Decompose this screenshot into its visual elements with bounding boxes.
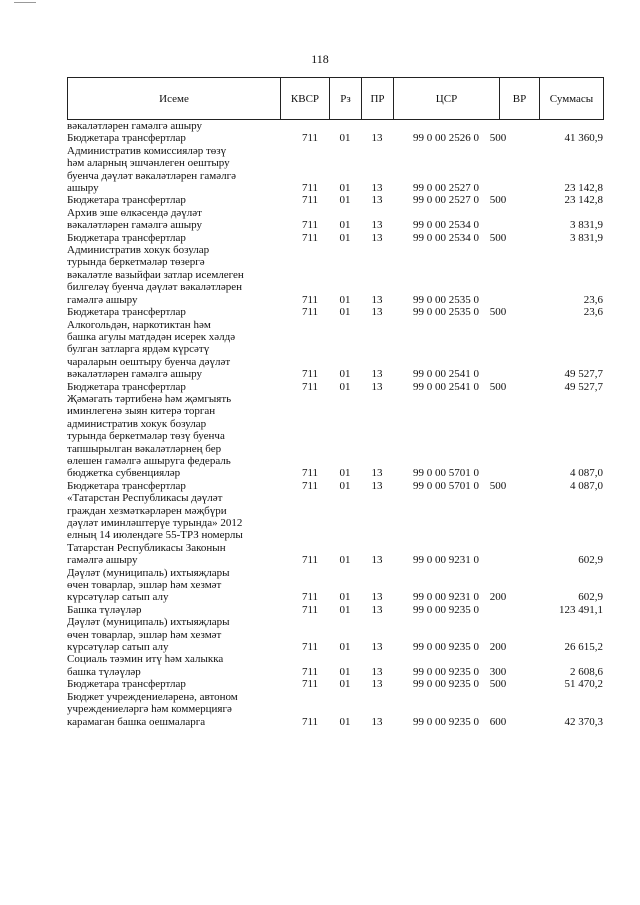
row-name-line: турында беркетмәләр төзү буенча <box>67 430 225 443</box>
row-name-line: күрсәтүләр сатып алу <box>67 641 169 654</box>
header-csr: ЦСР <box>393 78 499 119</box>
row-values <box>67 666 604 678</box>
cell-csr: 99 0 00 9235 0 <box>413 603 479 616</box>
row-name-line: Бюджетара трансфертлар <box>67 194 186 207</box>
table-row <box>67 678 604 690</box>
cell-pr: 13 <box>371 678 383 691</box>
cell-csr: 99 0 00 9235 0 <box>413 641 479 654</box>
cell-rz: 01 <box>339 467 351 480</box>
table-header <box>67 77 604 120</box>
cell-vr: 500 <box>489 306 507 319</box>
row-name-line: Бюджетара трансфертлар <box>67 380 186 393</box>
cell-pr: 13 <box>371 715 383 728</box>
row-values <box>67 194 604 206</box>
table-row <box>67 616 604 653</box>
row-name-line: вәкаләтләрен гамәлгә ашыру <box>67 368 202 381</box>
cell-pr: 13 <box>371 293 383 306</box>
scan-corner-mark <box>14 2 36 5</box>
cell-csr: 99 0 00 5701 0 <box>413 479 479 492</box>
row-name-line: карамаган башка оешмаларга <box>67 715 206 728</box>
cell-kvsr: 711 <box>301 132 319 145</box>
row-values <box>67 232 604 244</box>
cell-csr: 99 0 00 2527 0 <box>413 194 479 207</box>
cell-pr: 13 <box>371 380 383 393</box>
cell-rz: 01 <box>339 678 351 691</box>
cell-csr: 99 0 00 2535 0 <box>413 293 479 306</box>
table-row <box>67 120 604 132</box>
cell-csr: 99 0 00 9231 0 <box>413 591 479 604</box>
cell-vr: 500 <box>489 479 507 492</box>
cell-pr: 13 <box>371 231 383 244</box>
page-number: 118 <box>311 52 329 66</box>
row-name-line: иминлегенә зыян китерә торган <box>67 405 216 418</box>
cell-vr: 300 <box>489 665 507 678</box>
row-name-line: учреждениеләргә һәм коммерциягә <box>67 703 232 716</box>
cell-sum: 2 608,6 <box>570 665 603 678</box>
cell-rz: 01 <box>339 479 351 492</box>
row-name-line: Алкогольдән, наркотиктан һәм <box>67 318 211 331</box>
row-name-line: Бюджетара трансфертлар <box>67 678 186 691</box>
cell-pr: 13 <box>371 182 383 195</box>
row-name-line: өчен товарлар, эшләр һәм хезмәт <box>67 579 222 592</box>
row-name-line: ашыру <box>67 182 99 195</box>
table-row <box>67 132 604 144</box>
cell-rz: 01 <box>339 132 351 145</box>
table-row <box>67 492 604 566</box>
cell-sum: 602,9 <box>578 554 603 567</box>
row-name-line: гамәлгә ашыру <box>67 293 138 306</box>
cell-sum: 3 831,9 <box>570 219 603 232</box>
cell-rz: 01 <box>339 194 351 207</box>
row-values <box>67 368 604 380</box>
row-values <box>67 678 604 690</box>
row-name-line: Бюджетара трансфертлар <box>67 306 186 319</box>
row-values <box>67 381 604 393</box>
cell-sum: 23 142,8 <box>564 194 603 207</box>
cell-kvsr: 711 <box>301 641 319 654</box>
cell-csr: 99 0 00 2534 0 <box>413 231 479 244</box>
cell-sum: 51 470,2 <box>564 678 603 691</box>
row-values <box>67 294 604 306</box>
cell-kvsr: 711 <box>301 380 319 393</box>
cell-vr: 500 <box>489 194 507 207</box>
cell-rz: 01 <box>339 641 351 654</box>
row-values <box>67 604 604 616</box>
cell-csr: 99 0 00 2527 0 <box>413 182 479 195</box>
row-name-line: вәкаләтле вазыйфаи затлар исемлеген <box>67 268 244 281</box>
cell-pr: 13 <box>371 467 383 480</box>
cell-sum: 4 087,0 <box>570 479 603 492</box>
cell-kvsr: 711 <box>301 591 319 604</box>
cell-rz: 01 <box>339 293 351 306</box>
cell-csr: 99 0 00 9235 0 <box>413 678 479 691</box>
cell-sum: 602,9 <box>578 591 603 604</box>
row-name-line: елның 14 июлендәге 55-ТРЗ номерлы <box>67 529 243 542</box>
budget-table <box>67 77 604 728</box>
row-values <box>67 467 604 479</box>
cell-csr: 99 0 00 2535 0 <box>413 306 479 319</box>
cell-kvsr: 711 <box>301 603 319 616</box>
cell-rz: 01 <box>339 306 351 319</box>
table-row <box>67 306 604 318</box>
row-name-line: Административ комиссияләр төзү <box>67 144 227 157</box>
header-kvsr: КВСР <box>280 78 329 119</box>
cell-rz: 01 <box>339 231 351 244</box>
cell-vr: 500 <box>489 132 507 145</box>
row-name-line: булган затларга ярдәм күрсәтү <box>67 343 210 356</box>
cell-kvsr: 711 <box>301 293 319 306</box>
row-values <box>67 641 604 653</box>
cell-vr: 200 <box>489 591 507 604</box>
table-row <box>67 232 604 244</box>
row-name-line: Бюджетара трансфертлар <box>67 479 186 492</box>
cell-pr: 13 <box>371 554 383 567</box>
cell-kvsr: 711 <box>301 194 319 207</box>
row-name-line: дәүләт иминләштерүе турында» 2012 <box>67 517 243 529</box>
table-row <box>67 604 604 616</box>
cell-sum: 23,6 <box>583 306 603 319</box>
table-row <box>67 567 604 604</box>
row-name-line: күрсәтүләр сатып алу <box>67 591 169 604</box>
row-name-line: «Татарстан Республикасы дәүләт <box>67 492 223 505</box>
cell-sum: 123 491,1 <box>559 603 603 616</box>
cell-pr: 13 <box>371 132 383 145</box>
header-name: Исеме <box>159 92 189 105</box>
row-name-line: башка агулы матдәдән исерек хәлдә <box>67 330 236 343</box>
cell-kvsr: 711 <box>301 715 319 728</box>
row-name-line: Татарстан Республикасы Законын <box>67 541 226 554</box>
table-row <box>67 381 604 393</box>
cell-pr: 13 <box>371 603 383 616</box>
row-name-line: административ хокук бозулар <box>67 417 207 430</box>
row-name-line: Социаль тәэмин итү һәм халыкка <box>67 653 224 666</box>
table-row <box>67 244 604 306</box>
cell-kvsr: 711 <box>301 554 319 567</box>
cell-sum: 4 087,0 <box>570 467 603 480</box>
row-name-line: буенча дәүләт вәкаләтләрен гамәлгә <box>67 169 237 182</box>
row-name-line: Бюджетара трансфертлар <box>67 132 186 145</box>
table-row <box>67 194 604 206</box>
row-name-line: вәкаләтләрен гамәлгә ашыру <box>67 219 202 232</box>
cell-pr: 13 <box>371 194 383 207</box>
row-values <box>67 591 604 603</box>
header-vr: ВР <box>499 78 539 119</box>
cell-kvsr: 711 <box>301 479 319 492</box>
table-row <box>67 319 604 381</box>
row-values <box>67 132 604 144</box>
cell-sum: 42 370,3 <box>564 715 603 728</box>
table-row <box>67 480 604 492</box>
row-name-line: Дәүләт (муниципаль) ихтыяҗлары <box>67 566 230 579</box>
cell-pr: 13 <box>371 219 383 232</box>
row-values <box>67 182 604 194</box>
cell-sum: 41 360,9 <box>564 132 603 145</box>
row-name-line: өчен товарлар, эшләр һәм хезмәт <box>67 628 222 641</box>
row-name-line: һәм аларның эшчәнлеген оештыру <box>67 157 230 170</box>
row-name-line: вәкаләтләрен гамәлгә ашыру <box>67 120 202 132</box>
cell-kvsr: 711 <box>301 467 319 480</box>
table-row <box>67 145 604 195</box>
row-values <box>67 219 604 231</box>
row-name-line: гамәлгә ашыру <box>67 554 138 567</box>
cell-vr: 500 <box>489 380 507 393</box>
row-values <box>67 554 604 566</box>
cell-kvsr: 711 <box>301 231 319 244</box>
cell-pr: 13 <box>371 641 383 654</box>
row-name-line: башка түләүләр <box>67 665 141 678</box>
cell-rz: 01 <box>339 665 351 678</box>
cell-vr: 200 <box>489 641 507 654</box>
row-values <box>67 480 604 492</box>
header-pr: ПР <box>361 78 393 119</box>
row-name-line: Башка түләүләр <box>67 603 142 616</box>
cell-sum: 26 615,2 <box>564 641 603 654</box>
cell-sum: 23 142,8 <box>564 182 603 195</box>
header-sum: Суммасы <box>539 78 603 119</box>
cell-kvsr: 711 <box>301 182 319 195</box>
table-row <box>67 691 604 728</box>
cell-sum: 3 831,9 <box>570 231 603 244</box>
row-name-line: Административ хокук бозулар <box>67 244 210 257</box>
row-name-line: Җәмәгать тәртибенә һәм җәмгыять <box>67 392 232 405</box>
cell-pr: 13 <box>371 368 383 381</box>
cell-rz: 01 <box>339 182 351 195</box>
table-row <box>67 653 604 678</box>
cell-kvsr: 711 <box>301 219 319 232</box>
cell-pr: 13 <box>371 665 383 678</box>
table-row <box>67 393 604 480</box>
row-values <box>67 120 604 132</box>
row-name-line: турында беркетмәләр төзергә <box>67 256 205 269</box>
cell-pr: 13 <box>371 306 383 319</box>
cell-sum: 49 527,7 <box>564 368 603 381</box>
row-name-line: тапшырылган вәкаләтләрнең бер <box>67 442 222 455</box>
cell-csr: 99 0 00 2541 0 <box>413 380 479 393</box>
cell-rz: 01 <box>339 554 351 567</box>
row-name-line: Архив эше өлкәсендә дәүләт <box>67 206 202 219</box>
cell-pr: 13 <box>371 479 383 492</box>
row-values <box>67 306 604 318</box>
cell-csr: 99 0 00 5701 0 <box>413 467 479 480</box>
cell-kvsr: 711 <box>301 368 319 381</box>
cell-vr: 600 <box>489 715 507 728</box>
table-body <box>67 120 604 728</box>
row-name-line: билгеләү буенча дәүләт вәкаләтләрен <box>67 281 242 294</box>
cell-kvsr: 711 <box>301 678 319 691</box>
row-name-line: чараларын оештыру буенча дәүләт <box>67 355 231 368</box>
cell-csr: 99 0 00 9235 0 <box>413 665 479 678</box>
cell-csr: 99 0 00 9231 0 <box>413 554 479 567</box>
row-name-line: өлешен гамәлгә ашыруга федераль <box>67 454 231 467</box>
row-name-line: бюджетка субвенцияләр <box>67 467 181 480</box>
cell-rz: 01 <box>339 219 351 232</box>
table-row <box>67 207 604 232</box>
cell-rz: 01 <box>339 715 351 728</box>
cell-rz: 01 <box>339 603 351 616</box>
cell-vr: 500 <box>489 231 507 244</box>
cell-sum: 23,6 <box>583 293 603 306</box>
cell-rz: 01 <box>339 380 351 393</box>
row-name-line: Бюджетара трансфертлар <box>67 231 186 244</box>
row-name-line: Бюджет учреждениеләренә, автоном <box>67 690 238 703</box>
cell-csr: 99 0 00 9235 0 <box>413 715 479 728</box>
row-name-line: граждан хезмәткәрләрен мәҗбүри <box>67 504 227 517</box>
cell-kvsr: 711 <box>301 665 319 678</box>
header-rz: Рз <box>329 78 361 119</box>
cell-csr: 99 0 00 2526 0 <box>413 132 479 145</box>
cell-sum: 49 527,7 <box>564 380 603 393</box>
cell-kvsr: 711 <box>301 306 319 319</box>
cell-rz: 01 <box>339 368 351 381</box>
row-values <box>67 716 604 728</box>
cell-pr: 13 <box>371 591 383 604</box>
cell-vr: 500 <box>489 678 507 691</box>
cell-csr: 99 0 00 2541 0 <box>413 368 479 381</box>
cell-rz: 01 <box>339 591 351 604</box>
row-name-line: Дәүләт (муниципаль) ихтыяҗлары <box>67 616 230 629</box>
cell-csr: 99 0 00 2534 0 <box>413 219 479 232</box>
